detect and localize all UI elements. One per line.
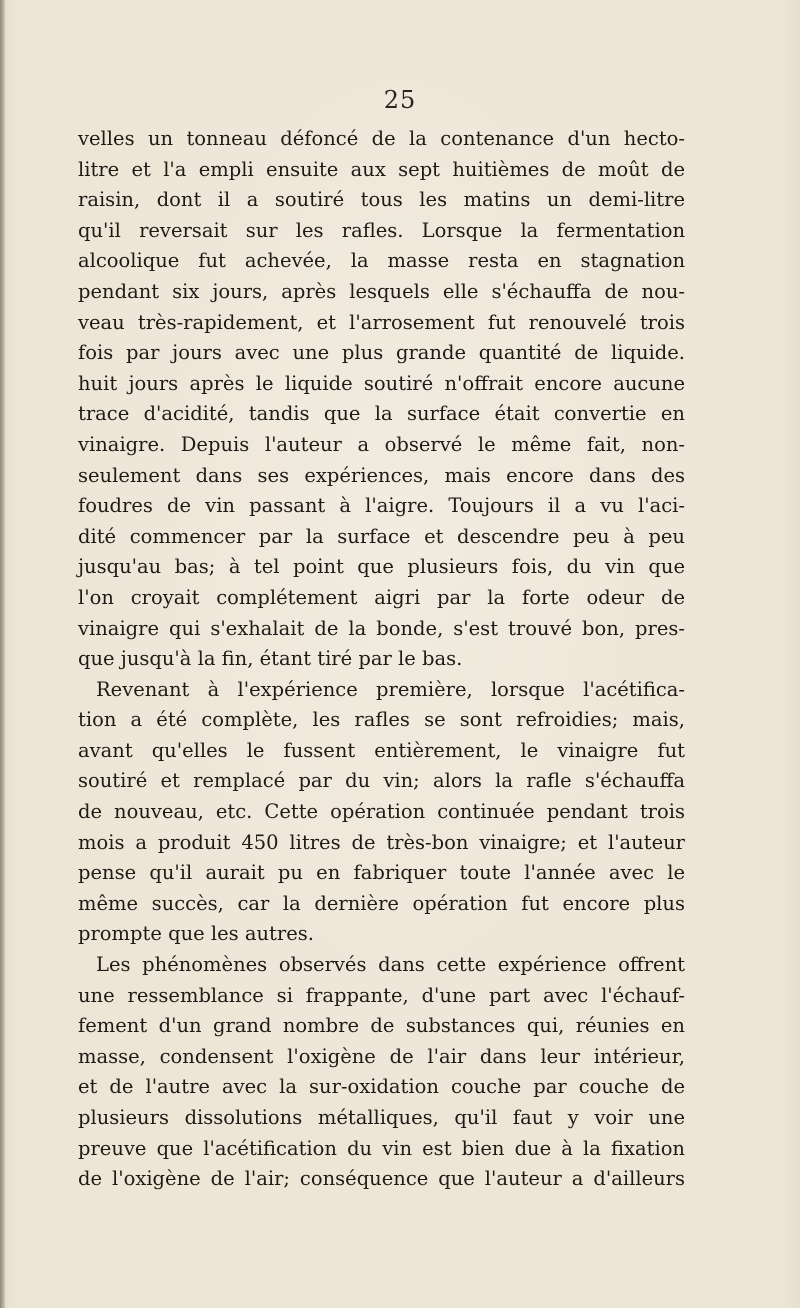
text-line: soutiré et remplacé par du vin; alors la rafle s'échauffa [78, 769, 685, 793]
text-line: pendant six jours, après lesquels elle s'échauffa de nou- [78, 279, 685, 303]
text-line: vinaigre qui s'exhalait de la bonde, s'est trouvé bon, pres- [78, 616, 685, 640]
text-line: avant qu'elles le fussent entièrement, le vinaigre fut [78, 738, 685, 762]
text-line: une ressemblance si frappante, d'une part avec l'échauf- [78, 983, 685, 1007]
text-line: masse, condensent l'oxigène de l'air dans leur intérieur, [78, 1044, 685, 1068]
text-line: prompte que les autres. [78, 922, 314, 946]
text-line: fois par jours avec une plus grande quantité de liquide. [78, 341, 685, 365]
text-line: qu'il reversait sur les rafles. Lorsque la fermentation [78, 218, 685, 242]
text-line: jusqu'au bas; à tel point que plusieurs fois, du vin que [78, 555, 685, 579]
page-binding-edge [0, 0, 5, 1308]
text-line: même succès, car la dernière opération fut encore plus [78, 891, 685, 915]
text-line: Les phénomènes observés dans cette expérience offrent [96, 953, 685, 977]
text-line: raisin, dont il a soutiré tous les matins un demi-litre [78, 188, 685, 212]
text-line: plusieurs dissolutions métalliques, qu'il faut y voir une [78, 1106, 685, 1129]
text-line: de l'oxigène de l'air; conséquence que l'auteur a d'ailleurs [78, 1167, 685, 1191]
text-line: veau très-rapidement, et l'arrosement fut renouvelé trois [78, 310, 685, 334]
text-line: vinaigre. Depuis l'auteur a observé le même fait, non- [78, 432, 685, 456]
text-line: fement d'un grand nombre de substances qui, réunies en [78, 1014, 685, 1038]
text-line: velles un tonneau défoncé de la contenance d'un hecto- [78, 127, 685, 150]
text-line: trace d'acidité, tandis que la surface était convertie en [78, 402, 685, 426]
text-line: seulement dans ses expériences, mais encore dans des [78, 463, 685, 487]
text-line: Revenant à l'expérience première, lorsque l'acétifica- [96, 677, 685, 701]
text-line: mois a produit 450 litres de très-bon vinaigre; et l'auteur [78, 830, 685, 854]
text-line: et de l'autre avec la sur-oxidation couche par couche de [78, 1075, 685, 1099]
text-line: tion a été complète, les rafles se sont refroidies; mais, [78, 708, 685, 732]
text-line: preuve que l'acétification du vin est bien due à la fixation [78, 1136, 685, 1160]
text-line: foudres de vin passant à l'aigre. Toujours il a vu l'aci- [78, 494, 685, 518]
page-number: 25 [383, 86, 417, 114]
text-line: l'on croyait complétement aigri par la forte odeur de [78, 585, 685, 609]
text-line: huit jours après le liquide soutiré n'offrait encore aucune [78, 371, 685, 395]
text-line: litre et l'a empli ensuite aux sept huitièmes de moût de [78, 157, 685, 181]
text-line: alcoolique fut achevée, la masse resta en stagnation [78, 249, 685, 273]
text-line: de nouveau, etc. Cette opération continuée pendant trois [78, 800, 685, 824]
text-line: que jusqu'à la fin, étant tiré par le bas. [78, 647, 463, 671]
text-line: pense qu'il aurait pu en fabriquer toute l'année avec le [78, 861, 685, 885]
text-line: dité commencer par la surface et descendre peu à peu [78, 524, 685, 548]
body-text [78, 124, 685, 1195]
